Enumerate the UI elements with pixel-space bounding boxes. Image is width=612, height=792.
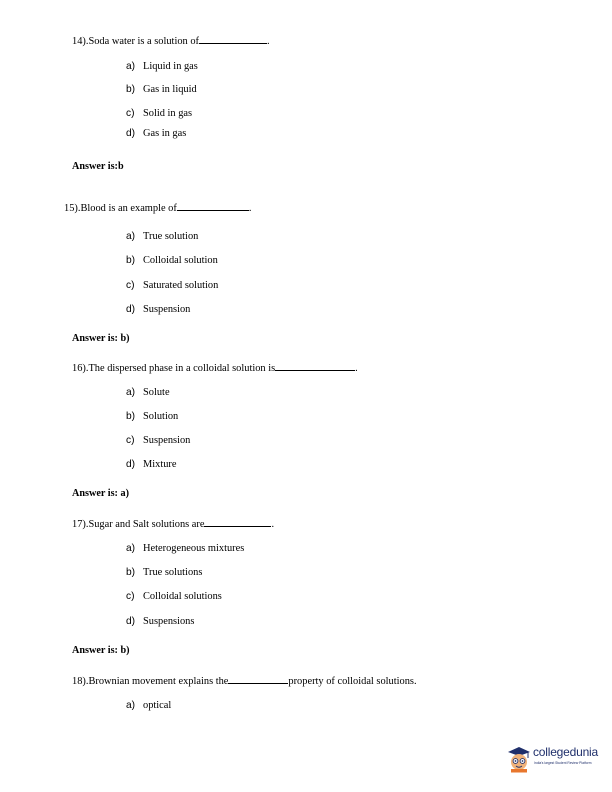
option-15a: a) True solution — [126, 231, 199, 242]
question-17 — [72, 516, 274, 530]
answer-15: Answer is: b) — [72, 333, 130, 344]
option-15c: c) Saturated solution — [126, 280, 219, 291]
question-text: 18).Brownian movement explains the — [72, 676, 229, 687]
question-text: 14).Soda water is a solution of — [72, 36, 199, 47]
option-15d: d) Suspension — [126, 304, 191, 315]
question-suffix: . — [271, 519, 275, 530]
option-16a: a) Solute — [126, 387, 170, 398]
answer-17: Answer is: b) — [72, 645, 130, 656]
option-14c: c) Solid in gas — [126, 108, 193, 119]
option-17b: b) True solutions — [126, 567, 203, 578]
question-18 — [72, 673, 417, 687]
question-suffix: . — [248, 203, 252, 214]
option-14a: a) Liquid in gas — [126, 61, 198, 72]
option-17c: c) Colloidal solutions — [126, 591, 222, 602]
answer-16: Answer is: a) — [72, 488, 129, 499]
logo-tagline: India's largest Student Review Platform — [534, 761, 592, 765]
question-text: 16).The dispersed phase in a colloidal solution is — [72, 363, 276, 374]
answer-blank — [199, 33, 267, 44]
option-16d: d) Mixture — [126, 459, 177, 470]
option-15b: b) Colloidal solution — [126, 255, 218, 266]
answer-blank — [204, 516, 271, 527]
option-18a: a) optical — [126, 700, 172, 711]
answer-blank — [228, 673, 288, 684]
mascot-icon — [506, 743, 532, 773]
answer-14: Answer is:b — [72, 161, 124, 172]
question-text: 17).Sugar and Salt solutions are — [72, 519, 205, 530]
option-17a: a) Heterogeneous mixtures — [126, 543, 245, 554]
question-suffix: property of colloidal solutions. — [288, 676, 417, 687]
question-15 — [64, 200, 251, 214]
question-suffix: . — [266, 36, 270, 47]
option-16b: b) Solution — [126, 411, 179, 422]
answer-blank — [177, 200, 249, 211]
option-14d: d) Gas in gas — [126, 128, 187, 139]
answer-blank — [275, 360, 355, 371]
question-text: 15).Blood is an example of — [64, 203, 177, 214]
collegedunia-logo — [506, 741, 606, 777]
question-suffix: . — [355, 363, 358, 374]
question-16 — [72, 360, 358, 374]
logo-wordmark: collegedunia — [533, 745, 598, 759]
option-14b: b) Gas in liquid — [126, 84, 197, 95]
option-17d: d) Suspensions — [126, 616, 195, 627]
option-16c: c) Suspension — [126, 435, 191, 446]
question-14 — [72, 33, 270, 47]
